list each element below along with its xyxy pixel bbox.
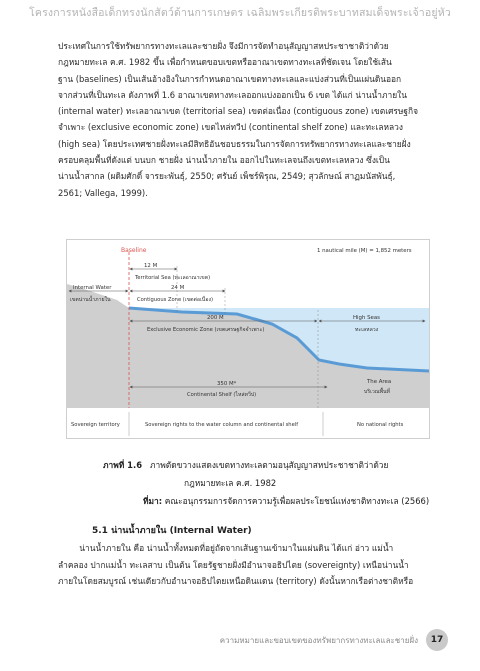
label-internal-water-th: เขตน่านน้ำภายใน bbox=[70, 297, 111, 303]
page-footer bbox=[220, 629, 448, 651]
text-line: 2561; Vallega, 1999). bbox=[58, 187, 148, 198]
label-sovereign-territory: Sovereign territory bbox=[71, 422, 120, 428]
text-line: ลำคลอง ปากแม่น้ำ ทะเลสาบ เป็นต้น โดยรัฐชายฝั่งมีอำนาจอธิปไตย (sovereignty) เหนือน่านน้ำ bbox=[58, 559, 409, 570]
label-350m: 350 M* bbox=[217, 381, 237, 387]
label-12m: 12 M bbox=[144, 263, 158, 269]
nautical-mile-note: 1 nautical mile (M) = 1,852 meters bbox=[317, 248, 412, 254]
label-sovereign-rights: Sovereign rights to the water column and continental shelf bbox=[145, 422, 299, 428]
caption-source: คณะอนุกรรมการจัดการความรู้เพื่อผลประโยชน์แห่งชาติทางทะเล (2566) bbox=[164, 496, 430, 506]
text-line: (internal water) ทะเลอาณาเขต (territorial sea) เขตต่อเนื่อง (contiguous zone) เขตเศรษฐกิจ bbox=[58, 106, 419, 117]
text-line: (high sea) โดยประเทศชายฝั่งทะเลมีสิทธิอันชอบธรรมในการจัดการทรัพยากรทางทะเลและชายฝั่ง bbox=[58, 138, 411, 149]
label-24m: 24 M bbox=[171, 285, 185, 291]
text-line: จำเพาะ (exclusive economic zone) เขตไหล่ทวีป (continental shelf zone) และทะเลหลวง bbox=[58, 122, 403, 133]
text-line: ประเทศในการใช้ทรัพยากรทางทะเลและชายฝั่ง จึงมีการจัดทำอนุสัญญาสหประชาชาติว่าด้วย bbox=[58, 41, 389, 51]
section-heading: 5.1 น่านน้ำภายใน (Internal Water) bbox=[92, 526, 252, 536]
label-internal-water: Internal Water bbox=[73, 285, 112, 291]
label-200m: 200 M bbox=[207, 315, 224, 321]
text-line: น่านน้ำสากล (ผดิมศักดิ์ จารยะพันธุ์, 2550; ศรันย์ เพ็ชร์พิรุณ, 2549; สุวลักษณ์ สาฏมนัสพันธุ์, bbox=[58, 171, 396, 182]
label-the-area: The Area bbox=[367, 379, 392, 385]
footer-title: ความหมายและขอบเขตของทรัพยากรทางทะเลและชายฝั่ง bbox=[219, 635, 418, 645]
body-paragraph-2 bbox=[58, 540, 438, 590]
label-continental-shelf: Continental Shelf (ไหล่ทวีป) bbox=[187, 392, 257, 398]
label-the-area-th: บริเวณพื้นที่ bbox=[364, 389, 390, 395]
body-paragraph-1 bbox=[58, 38, 438, 201]
text-line: ภายในโดยสมบูรณ์ เช่นเดียวกับอำนาจอธิปไตยเหนือดินแดน (territory) ดังนั้นหากเรือต่างชาติหรือ bbox=[58, 576, 414, 586]
label-contiguous-zone: Contiguous Zone (เขตต่อเนื่อง) bbox=[137, 297, 213, 303]
text-line: จากส่วนที่เป็นทะเล ดังภาพที่ 1.6 อาณาเขตทางทะเลออกแบ่งออกเป็น 6 เขต ได้แก่ น่านน้ำภายใน bbox=[58, 89, 407, 100]
figure-caption bbox=[103, 456, 433, 510]
caption-line-1: ภาพตัดขวางแสดงเขตทางทะเลตามอนุสัญญาสหประชาชาติว่าด้วย bbox=[150, 460, 389, 470]
maritime-zones-figure bbox=[66, 239, 430, 439]
baseline-label: Baseline bbox=[121, 247, 147, 254]
text-line: น่านน้ำภายใน คือ น่านน้ำทั้งหมดที่อยู่ถัดจากเส้นฐานเข้ามาในแผ่นดิน ได้แก่ อ่าว แม่น้ำ bbox=[58, 543, 394, 553]
label-territorial-sea: Territorial Sea (ทะเลอาณาเขต) bbox=[135, 275, 211, 281]
page-number: 17 bbox=[426, 629, 448, 651]
text-line: กฎหมายทะเล ค.ศ. 1982 ขึ้น เพื่อกำหนดขอบเขตหรืออาณาเขตทางทะเลที่ชัดเจน โดยใช้เส้น bbox=[58, 57, 392, 68]
text-line: ครอบคลุมพื้นที่ดังแต่ บนบก ชายฝั่ง น่านน้ำภายใน ออกไปในทะเลจนถึงเขตทะเลหลวง ซึ่งเป็น bbox=[58, 155, 390, 166]
caption-label: ภาพที่ 1.6 bbox=[103, 460, 143, 470]
label-eez: Exclusive Economic Zone (เขตเศรษฐกิจจำเพาะ) bbox=[147, 327, 265, 333]
label-no-national-rights: No national rights bbox=[357, 422, 404, 428]
maritime-zones-diagram bbox=[67, 240, 429, 438]
caption-source-label: ที่มา: bbox=[143, 496, 163, 506]
running-header: โครงการหนังสือเด็กทรงนักสัตว์ด้านการเกษตร เฉลิมพระเกียรติพระบาทสมเด็จพระเจ้าอยู่หัว bbox=[29, 7, 451, 19]
label-high-seas-th: ทะเลหลวง bbox=[355, 327, 379, 333]
label-high-seas: High Seas bbox=[353, 315, 380, 321]
caption-line-2: กฎหมายทะเล ค.ศ. 1982 bbox=[184, 478, 277, 488]
text-line: ฐาน (baselines) เป็นเส้นอ้างอิงในการกำหนดอาณาเขตทางทะเลและแบ่งส่วนที่เป็นแผ่นดินออก bbox=[58, 73, 402, 84]
